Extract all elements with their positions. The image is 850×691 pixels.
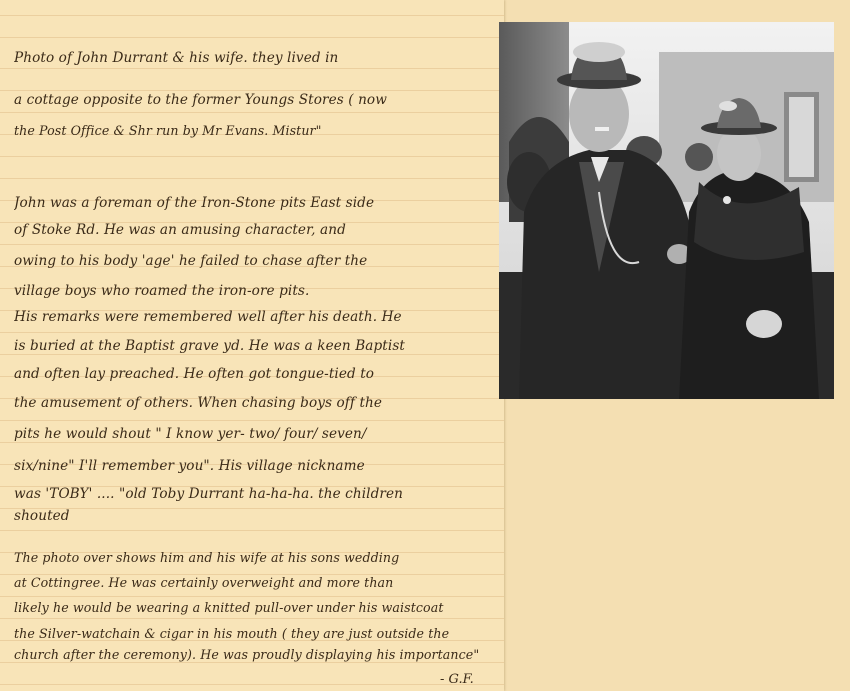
note-line: His remarks were remembered well after his death. He (14, 309, 402, 325)
cigar (595, 127, 609, 131)
note-line: of Stoke Rd. He was an amusing character, and (14, 222, 346, 238)
woman-brooch (723, 196, 731, 204)
note-line: John was a foreman of the Iron-Stone pits East side (14, 195, 375, 211)
woman-face (717, 127, 761, 181)
note-line: likely he would be wearing a knitted pull-over under his waistcoat (14, 600, 444, 615)
note-line: and often lay preached. He often got tongue-tied to (14, 366, 375, 382)
church-window-pane (789, 97, 814, 177)
note-line: The photo over shows him and his wife at his sons wedding (14, 550, 400, 565)
note-line: owing to his body 'age' he failed to chase after the (14, 253, 368, 269)
note-line: a cottage opposite to the former Youngs Stores ( now (14, 92, 387, 108)
note-line: village boys who roamed the iron-ore pits. (14, 283, 310, 299)
signature: - G.F. (440, 672, 474, 687)
man-hat-top (573, 42, 625, 62)
crowd-figure (685, 143, 713, 171)
note-line: Photo of John Durrant & his wife. they lived in (14, 50, 339, 66)
note-line: the Silver-watchain & cigar in his mouth ( they are just outside the (14, 626, 450, 641)
note-line: shouted (14, 508, 70, 524)
woman-hand (746, 310, 782, 338)
note-line: the Post Office & Shr run by Mr Evans. Mistur" (14, 123, 322, 138)
vintage-photograph (499, 22, 834, 399)
woman-hat-flower (719, 101, 737, 111)
note-line: six/nine" I'll remember you". His village nickname (14, 458, 365, 474)
note-line: the amusement of others. When chasing boys off the (14, 395, 383, 411)
note-line: church after the ceremony). He was proudly displaying his importance" (14, 647, 480, 662)
note-line: is buried at the Baptist grave yd. He was a keen Baptist (14, 338, 405, 354)
note-line: pits he would shout " I know yer- two/ four/ seven/ (14, 426, 367, 442)
note-line: at Cottingree. He was certainly overweight and more than (14, 575, 394, 590)
note-line: was 'TOBY' .... "old Toby Durrant ha-ha-ha. the children (14, 486, 404, 502)
photo-illustration (499, 22, 834, 399)
